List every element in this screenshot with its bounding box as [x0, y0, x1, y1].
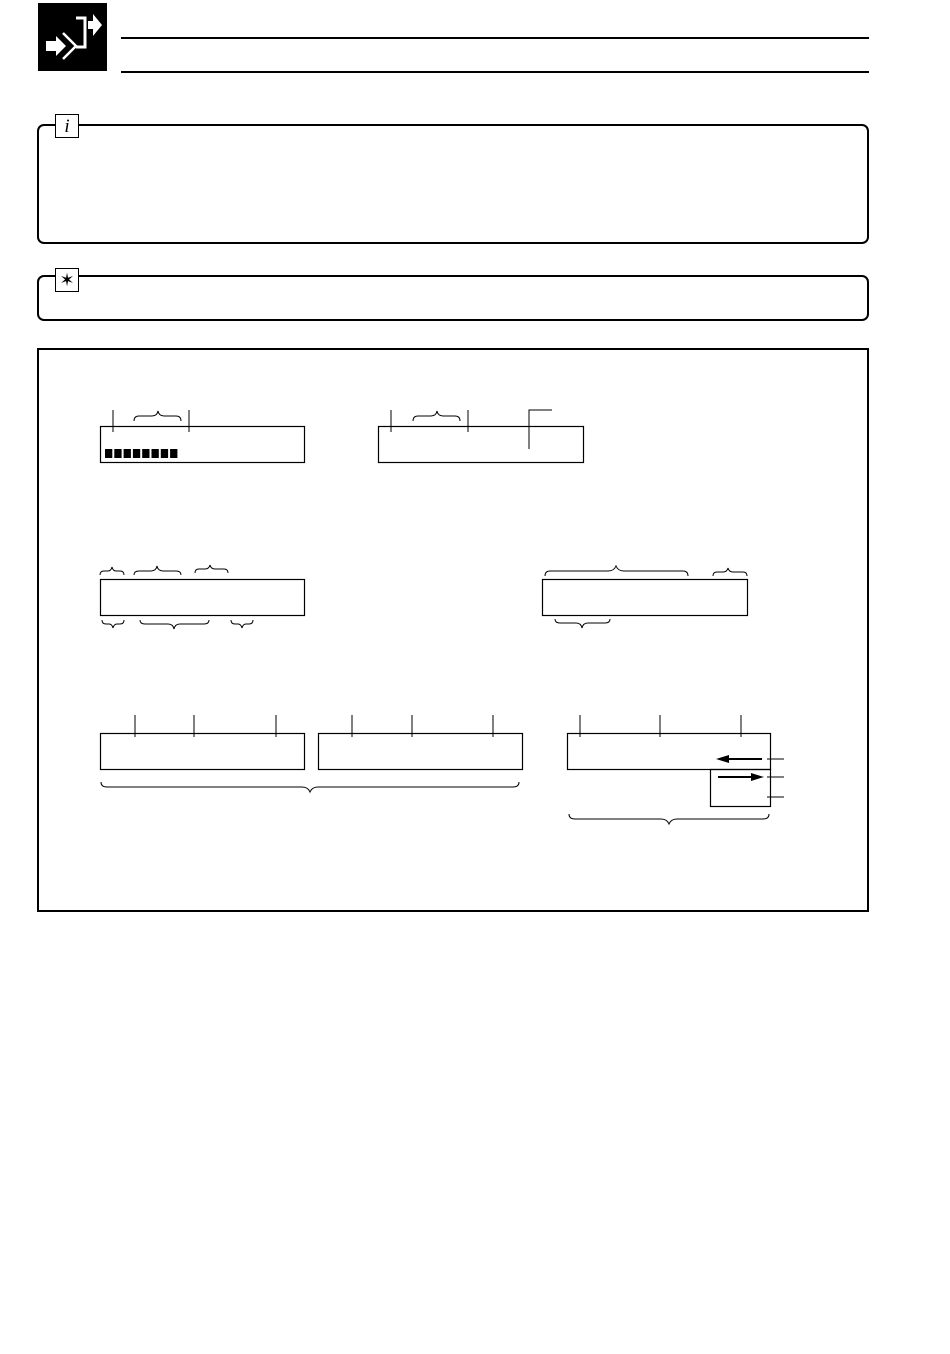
header-rule-top: [121, 37, 869, 39]
header-rule-bottom: [121, 71, 869, 73]
arrow-left-head: [716, 755, 729, 763]
level-segment: [124, 449, 131, 458]
level-segment: [114, 449, 121, 458]
info-icon-glyph: i: [64, 115, 70, 137]
callout-brace: [140, 620, 209, 629]
callout-brace: [545, 566, 688, 576]
callout-brace: [713, 568, 747, 576]
star-icon-glyph: ✶: [59, 270, 75, 290]
display-panel-2: [379, 427, 584, 463]
level-segment: [152, 449, 159, 458]
callout-brace: [569, 814, 769, 824]
level-segment: [170, 449, 177, 458]
callout-brace: [100, 567, 124, 575]
level-segment: [133, 449, 140, 458]
arrow-right-head: [751, 773, 764, 781]
callout-brace: [134, 566, 181, 575]
callout-brace: [102, 620, 124, 628]
callout-brace: [555, 619, 610, 628]
chapter-arrow-logo: [38, 3, 107, 71]
info-note-box: [37, 124, 869, 244]
callout-brace: [134, 411, 181, 421]
level-meter: [105, 449, 177, 458]
callout-brace: [195, 565, 228, 573]
info-icon: [55, 114, 79, 138]
callout-leader: [529, 410, 552, 449]
callout-brace: [231, 620, 253, 628]
arrow-icon: [38, 3, 107, 71]
display-diagram-frame: [37, 348, 869, 912]
display-panel-3: [101, 580, 305, 616]
callout-brace: [413, 411, 460, 421]
level-segment: [142, 449, 149, 458]
display-panel-6: [319, 734, 523, 770]
display-panel-1: [101, 427, 305, 463]
tip-note-box: [37, 275, 869, 321]
level-segment: [161, 449, 168, 458]
callout-brace: [101, 782, 519, 792]
display-panel-4: [543, 580, 748, 616]
display-diagram: [39, 350, 867, 910]
display-panel-7: [568, 734, 771, 770]
level-segment: [105, 449, 112, 458]
display-panel-5: [101, 734, 305, 770]
display-panel-7-extension: [711, 770, 771, 807]
star-icon: [55, 268, 79, 292]
